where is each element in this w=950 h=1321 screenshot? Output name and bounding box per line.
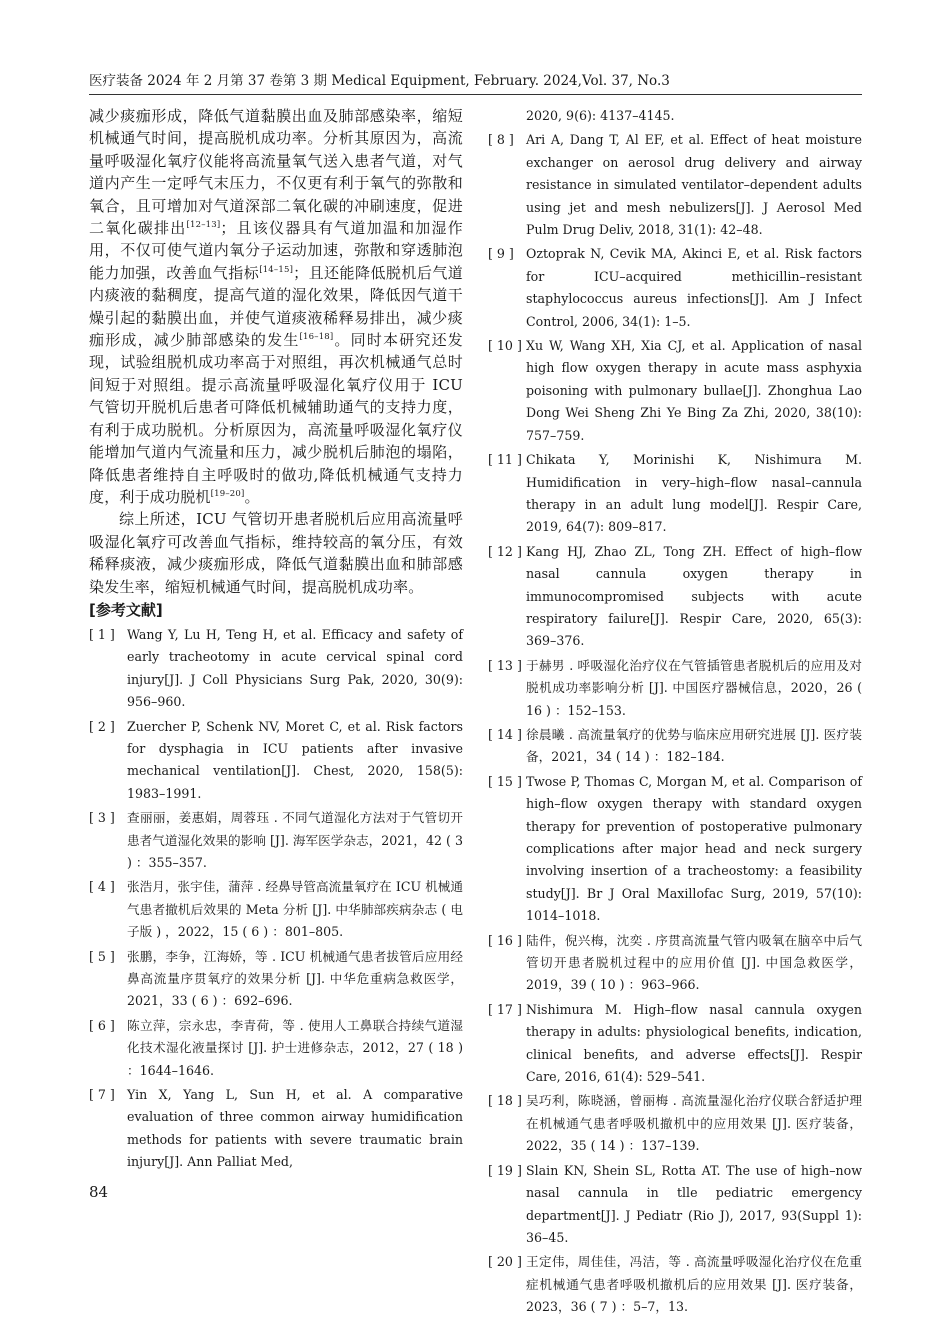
reference-number: [ 7 ] (89, 1087, 115, 1103)
reference-item (89, 807, 463, 874)
reference-item (89, 946, 463, 1013)
para1-part-d: 。同时本研究还发现，试验组脱机成功率高于对照组，再次机械通气总时间短于对照组。提示高流量呼吸湿化氧疗仪用于 ICU 气管切开脱机后患者可降低机械辅助通气的支持力度，有利于成功脱机。分析原因为，高流量呼吸湿化氧疗仪能增加气道内气流量和压力，减少脱机后肺泡的塌陷，降低患者维持自主呼吸时的做功,降低机械通气支持力度，利于成功脱机 (89, 331, 463, 506)
reference-item (488, 930, 862, 997)
citation-16-18: [16–18] (299, 332, 334, 343)
reference-number: [ 20 ] (488, 1254, 522, 1270)
reference-text: 张浩月，张宇佳，蒲萍 . 经鼻导管高流量氧疗在 ICU 机械通气患者撤机后效果的 Meta 分析 [J]. 中华肺部疾病杂志 ( 电子版 ) ，2022，15 ( 6 ) ：801–805. (127, 879, 463, 940)
reference-text: 张鹏，李争，江海娇，等 . ICU 机械通气患者拔管后应用经鼻高流量序贯氧疗的效果分析 [J]. 中华危重病急救医学，2021，33 ( 6 ) ：692–696. (127, 948, 463, 1009)
reference-text: Oztoprak N, Cevik MA, Akinci E, et al. Risk factors for ICU–acquired methicillin–resistant staphylococcus aureus infections[J]. Am J Infect Control, 2006, 34(1): 1–5. (526, 246, 862, 329)
reference-text: 于赫男 . 呼吸湿化治疗仪在气管插管患者脱机后的应用及对脱机成功率影响分析 [J]. 中国医疗器械信息，2020，26 ( 16 ) ：152–153. (526, 657, 862, 718)
reference-text: 陆件，倪兴梅，沈奕 . 序贯高流量气管内吸氧在脑卒中后气管切开患者脱机过程中的应用价值 [J]. 中国急救医学，2019，39 ( 10 ) ：963–966. (526, 932, 862, 993)
reference-list-right (488, 129, 862, 1318)
reference-number: [ 19 ] (488, 1162, 522, 1178)
reference-text: Slain KN, Shein SL, Rotta AT. The use of high–now nasal cannula in tlle pediatric emergency department[J]. J Pediatr (Rio J), 2017, 93(Suppl 1): 36–45. (526, 1162, 862, 1245)
reference-text: 徐晨曦 . 高流量氧疗的优势与临床应用研究进展 [J]. 医疗装备，2021，34 ( 14 ) ：182–184. (526, 726, 862, 765)
reference-text: Kang HJ, Zhao ZL, Tong ZH. Effect of high–flow nasal cannula oxygen therapy in immunocompromised subjects with acute respiratory failure[J]. Respir Care, 2020, 65(3): 369–376. (526, 543, 862, 649)
reference-continuation: 2020, 9(6): 4137–4145. (526, 108, 675, 123)
reference-number: [ 3 ] (89, 810, 115, 826)
reference-text: Xu W, Wang XH, Xia CJ, et al. Application of nasal high flow oxygen therapy in acute mass asphyxia poisoning with pulmonary bullae[J]. Zhonghua Lao Dong Wei Sheng Zhi Ye Bing Za Zhi, 2020, 38(10): 757–759. (526, 338, 862, 443)
citation-12-13: [12–13] (186, 220, 221, 231)
reference-text: Twose P, Thomas C, Morgan M, et al. Comparison of high–flow oxygen therapy with standard oxygen therapy for prevention of postoperative pulmonary complications after major head and neck surgery involving insertion of a tracheostomy: a feasibility study[J]. Br J Oral Maxillofac Surg, 2019, 57(10): 1014–1018. (526, 773, 862, 924)
running-header: 医疗装备 2024 年 2 月第 37 卷第 3 期 Medical Equipment, February. 2024,Vol. 37, No.3 (89, 73, 670, 89)
reference-item (488, 724, 862, 769)
reference-item (89, 624, 463, 714)
reference-number: [ 14 ] (488, 726, 522, 742)
reference-text: 吴巧利，陈晓涵，曾丽梅 . 高流量湿化治疗仪联合舒适护理在机械通气患者呼吸机撤机中的应用效果 [J]. 医疗装备，2022，35 ( 14 ) ：137–139. (526, 1093, 862, 1154)
para1-line-4: 者气道，对气道内产生一定呼气末压力，不仅更有 (89, 151, 463, 193)
reference-item (488, 129, 862, 241)
reference-number: [ 8 ] (488, 132, 514, 148)
reference-text: 查丽丽，姜惠娟，周蓉珏 . 不同气道湿化方法对于气管切开患者气道湿化效果的影响 [J]. 海军医学杂志，2021，42 ( 3 ) ：355–357. (127, 810, 463, 870)
reference-text: Ari A, Dang T, Al EF, et al. Effect of heat moisture exchanger on aerosol drug delivery and airway resistance in simulated ventilator–dependent adults using jet and mesh nebulizers[J]. J Aerosol Med Pulm Drug Deliv, 2018, 31(1): 42–48. (526, 132, 862, 238)
reference-text: Yin X, Yang L, Sun H, et al. A comparative evaluation of three common airway humidification methods for patients with severe traumatic brain injury[J]. Ann Palliat Med, (127, 1087, 463, 1170)
reference-text: Chikata Y, Morinishi K, Nishimura M. Humidification in very–high–flow nasal–cannula therapy in an adult lung model[J]. Respir Care, 2019, 64(7): 809–817. (526, 452, 862, 535)
reference-number: [ 17 ] (488, 1001, 522, 1017)
reference-number: [ 13 ] (488, 657, 522, 673)
reference-number: [ 18 ] (488, 1093, 522, 1109)
reference-item (488, 449, 862, 539)
left-column (89, 105, 463, 1176)
reference-item (488, 1160, 862, 1250)
reference-number: [ 11 ] (488, 452, 522, 468)
reference-item (89, 1015, 463, 1082)
citation-19-20: [19–20] (210, 488, 245, 499)
para1-part-c: ；且还能降低脱机后气道内痰液的黏稠度，提高气道的湿化效果，降低因气道干燥引起的黏膜出血，并使气道痰液稀释易排出，减少痰痂形成，减少肺部感染的发生 (89, 263, 464, 350)
reference-number: [ 12 ] (488, 543, 522, 559)
para1-line-3: 为，高流量呼吸湿化氧疗仪能将高流量氧气送入患 (89, 129, 463, 170)
para1-line-1: 减少痰痂形成，降低气道黏膜出血及肺部感染率， (89, 107, 433, 125)
reference-text: 王定伟，周佳佳，冯洁，等 . 高流量呼吸湿化治疗仪在危重症机械通气患者呼吸机撤机后的应用效果 [J]. 医疗装备，2023，36 ( 7 ) ：5–7，13. (526, 1254, 862, 1315)
reference-item (89, 716, 463, 806)
reference-number: [ 1 ] (89, 626, 115, 642)
reference-item (488, 771, 862, 928)
page-number: 84 (89, 1183, 109, 1201)
reference-list-left (89, 624, 463, 1174)
reference-number: [ 4 ] (89, 879, 115, 895)
reference-number: [ 2 ] (89, 718, 115, 734)
reference-item (488, 655, 862, 722)
reference-item (89, 1084, 463, 1174)
reference-number: [ 15 ] (488, 773, 522, 789)
reference-item (488, 541, 862, 653)
reference-item (89, 876, 463, 943)
header-rule (89, 94, 862, 95)
reference-text: Nishimura M. High–flow nasal cannula oxygen therapy in adults: physiological benefits, indication, clinical benefits, and adverse effects[J]. Respir Care, 2016, 61(4): 529–541. (526, 1001, 862, 1085)
reference-item (488, 999, 862, 1089)
reference-item (488, 335, 862, 447)
citation-14-15: [14–15] (259, 264, 294, 275)
para1-line-6: 化碳的冲刷速度，促进二氧化碳排出 (89, 196, 463, 238)
right-column (488, 105, 862, 1321)
para1-line-5: 利于氧气的弥散和氧合，且可增加对气道深部二氧 (89, 174, 463, 215)
reference-number: [ 10 ] (488, 338, 522, 354)
reference-number: [ 9 ] (488, 246, 514, 262)
para1-part-b: ；且该仪器具有气道加温和加湿作用，不仅可使气道内氧分子运动加速，弥散和穿透肺泡能力加强，改善血气指标 (89, 219, 463, 282)
para1-line-2: 缩短机械通气时间，提高脱机成功率。分析其原因 (89, 107, 464, 148)
reference-number: [ 5 ] (89, 948, 115, 964)
discussion-paragraph (89, 105, 463, 508)
reference-item (488, 1090, 862, 1157)
reference-item (488, 1251, 862, 1318)
reference-text: 陈立萍，宗永忠，李青荷，等 . 使用人工鼻联合持续气道湿化技术湿化液量探讨 [J]. 护士进修杂志，2012，27 ( 18 ) ：1644–1646. (127, 1017, 463, 1078)
reference-text: Zuercher P, Schenk NV, Moret C, et al. Risk factors for dysphagia in ICU patients after invasive mechanical ventilation[J]. Chest, 2020, 158(5): 1983–1991. (127, 718, 463, 801)
conclusion-paragraph: 综上所述，ICU 气管切开患者脱机后应用高流量呼吸湿化氧疗可改善血气指标，维持较高的氧分压，有效稀释痰液，减少痰痂形成，降低气道黏膜出血和肺部感染发生率，缩短机械通气时间，提高脱机成功率。 (89, 510, 463, 596)
reference-text: Wang Y, Lu H, Teng H, et al. Efficacy and safety of early tracheotomy in acute cervical spinal cord injury[J]. J Coll Physicians Surg Pak, 2020, 30(9): 956–960. (127, 626, 463, 710)
references-heading: [参考文献] (89, 600, 163, 619)
reference-item (488, 243, 862, 333)
para1-end: 。 (244, 487, 260, 506)
reference-number: [ 16 ] (488, 932, 522, 948)
reference-number: [ 6 ] (89, 1017, 115, 1033)
